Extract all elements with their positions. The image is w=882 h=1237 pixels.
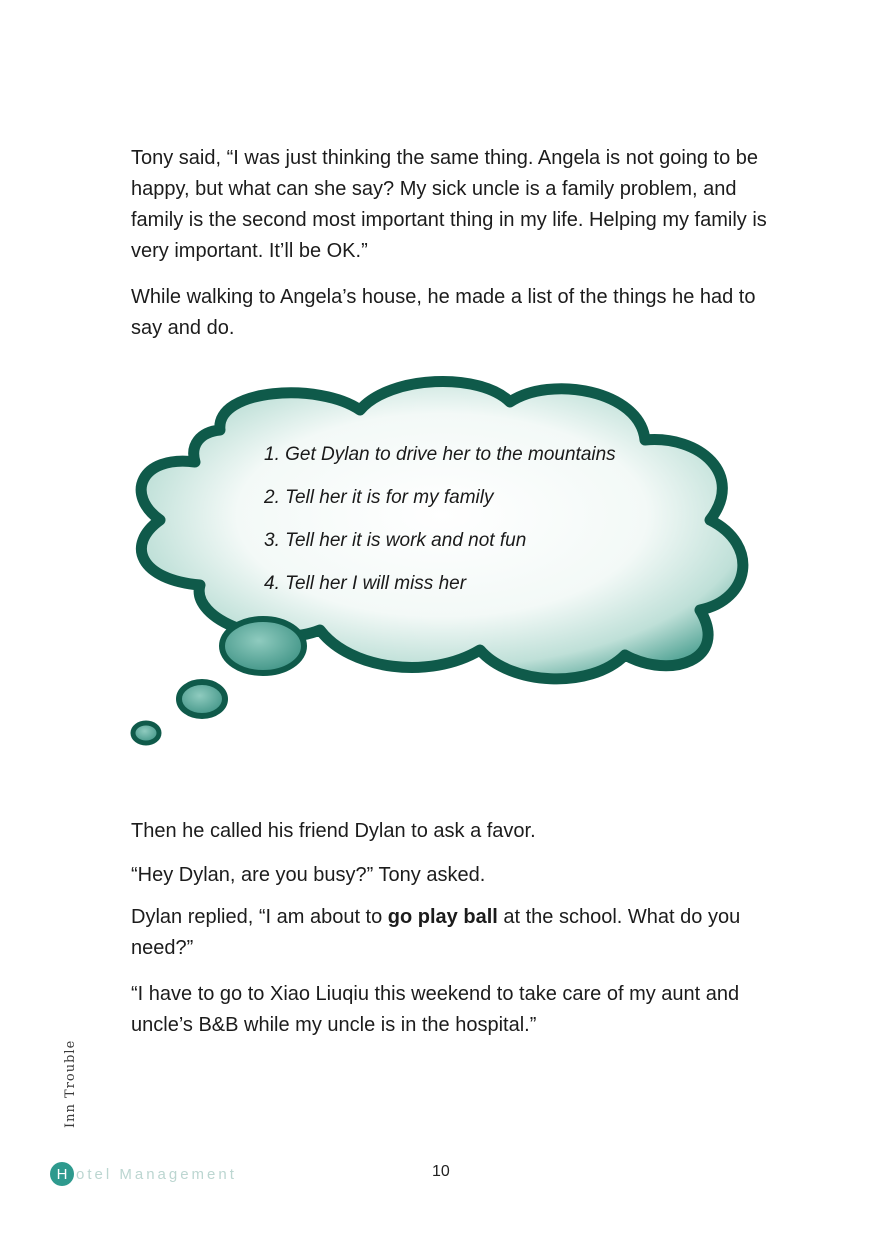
brand-initial: H xyxy=(50,1162,74,1186)
text-span: Dylan replied, “I am about to xyxy=(131,906,388,928)
list-item: 1. Get Dylan to drive her to the mountains xyxy=(264,444,616,465)
brand-logo xyxy=(50,1160,237,1188)
bold-phrase: go play ball xyxy=(387,906,498,928)
paragraph: “I have to go to Xiao Liuqiu this weekend to take care of my aunt and uncle’s B&B while my uncle is in the hospital.” xyxy=(131,983,740,1036)
list-item: 2. Tell her it is for my family xyxy=(264,487,494,508)
list-item: 3. Tell her it is work and not fun xyxy=(264,530,527,551)
thought-list xyxy=(264,440,616,612)
book-title: Inn Trouble xyxy=(63,1039,78,1128)
page-number: 10 xyxy=(432,1163,450,1180)
paragraph: Tony said, “I was just thinking the same thing. Angela is not going to be happy, but what can she say? My sick uncle is a family problem, and family is the second most important thing in my life. Helping my family is very important. It’ll be OK.” xyxy=(131,147,767,262)
thought-bubble-small xyxy=(133,723,159,743)
list-item: 4. Tell her I will miss her xyxy=(264,573,467,594)
text-span: at the school. What do you need?” xyxy=(131,906,741,959)
paragraph: Then he called his friend Dylan to ask a favor. xyxy=(131,820,536,842)
paragraph xyxy=(131,902,771,964)
thought-bubble-medium xyxy=(179,682,225,716)
brand-text: otel Management xyxy=(76,1165,237,1183)
paragraph: While walking to Angela’s house, he made a list of the things he had to say and do. xyxy=(131,286,756,339)
thought-bubble-large xyxy=(222,619,304,673)
paragraph: “Hey Dylan, are you busy?” Tony asked. xyxy=(131,864,486,886)
